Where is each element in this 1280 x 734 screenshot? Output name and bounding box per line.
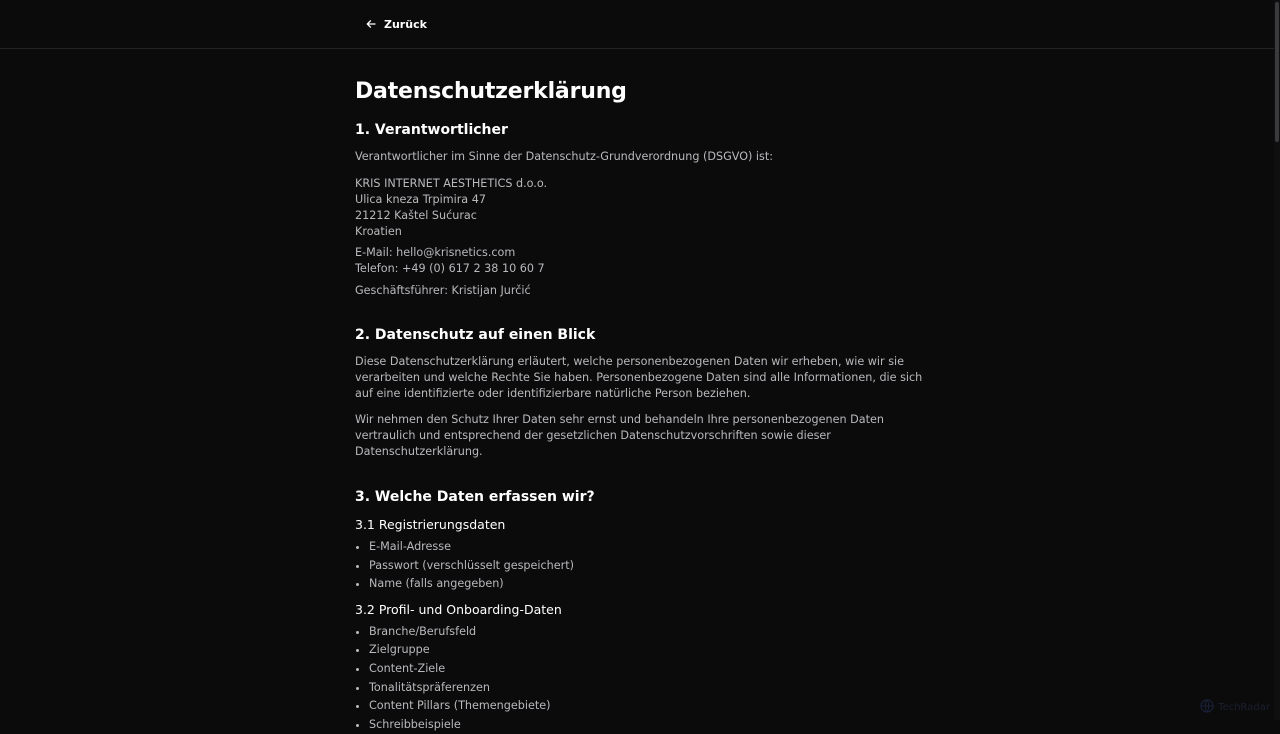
phone-line: Telefon: +49 (0) 617 2 38 10 60 7 <box>355 261 925 277</box>
scrollbar-thumb[interactable] <box>1275 2 1279 142</box>
subheading-registration: 3.1 Registrierungsdaten <box>355 516 925 534</box>
page-title: Datenschutzerklärung <box>355 78 925 106</box>
list-item: Content Pillars (Themengebiete) <box>355 697 925 716</box>
back-button-label: Zurück <box>384 18 427 31</box>
section-heading-controller: 1. Verantwortlicher <box>355 120 925 140</box>
list-item: Zielgruppe <box>355 641 925 660</box>
street: Ulica kneza Trpimira 47 <box>355 192 925 208</box>
city: 21212 Kaštel Sućurac <box>355 208 925 224</box>
list-item: E-Mail-Adresse <box>355 538 925 557</box>
overview-paragraph-1: Diese Datenschutzerklärung erläutert, welche personenbezogenen Daten wir erheben, wie wir sie verarbeiten und welche Rechte Sie haben. Personenbezogene Daten sind alle Informationen, die sich auf eine identifizierte oder identifizierbare natürliche Person beziehen. <box>355 354 925 402</box>
page-scrollbar[interactable] <box>1274 0 1280 720</box>
controller-intro: Verantwortlicher im Sinne der Datenschutz-Grundverordnung (DSGVO) ist: <box>355 149 925 165</box>
top-bar <box>0 0 1274 49</box>
subheading-profile: 3.2 Profil- und Onboarding-Daten <box>355 601 925 619</box>
email-line: E-Mail: hello@krisnetics.com <box>355 245 925 261</box>
watermark-text: TechRadar <box>1218 702 1270 713</box>
arrow-left-icon <box>366 19 376 29</box>
back-button[interactable] <box>362 12 431 36</box>
globe-icon <box>1200 699 1214 716</box>
managing-director: Geschäftsführer: Kristijan Jurčić <box>355 283 925 299</box>
overview-paragraph-2: Wir nehmen den Schutz Ihrer Daten sehr ernst und behandeln Ihre personenbezogenen Daten vertraulich und entsprechend der gesetzlichen Datenschutzvorschriften sowie dieser Datenschutzerklärung. <box>355 412 925 460</box>
section-heading-data-collected: 3. Welche Daten erfassen wir? <box>355 487 925 507</box>
list-item: Name (falls angegeben) <box>355 575 925 594</box>
address-block <box>355 176 925 240</box>
country: Kroatien <box>355 224 925 240</box>
profile-data-list <box>355 623 925 734</box>
company-name: KRIS INTERNET AESTHETICS d.o.o. <box>355 176 925 192</box>
contact-block <box>355 245 925 277</box>
privacy-content <box>355 70 925 734</box>
registration-data-list <box>355 538 925 594</box>
list-item: Passwort (verschlüsselt gespeichert) <box>355 557 925 576</box>
section-heading-overview: 2. Datenschutz auf einen Blick <box>355 325 925 345</box>
list-item: Content-Ziele <box>355 660 925 679</box>
watermark <box>1200 699 1270 716</box>
list-item: Branche/Berufsfeld <box>355 623 925 642</box>
list-item: Tonalitätspräferenzen <box>355 679 925 698</box>
list-item: Schreibbeispiele <box>355 716 925 734</box>
